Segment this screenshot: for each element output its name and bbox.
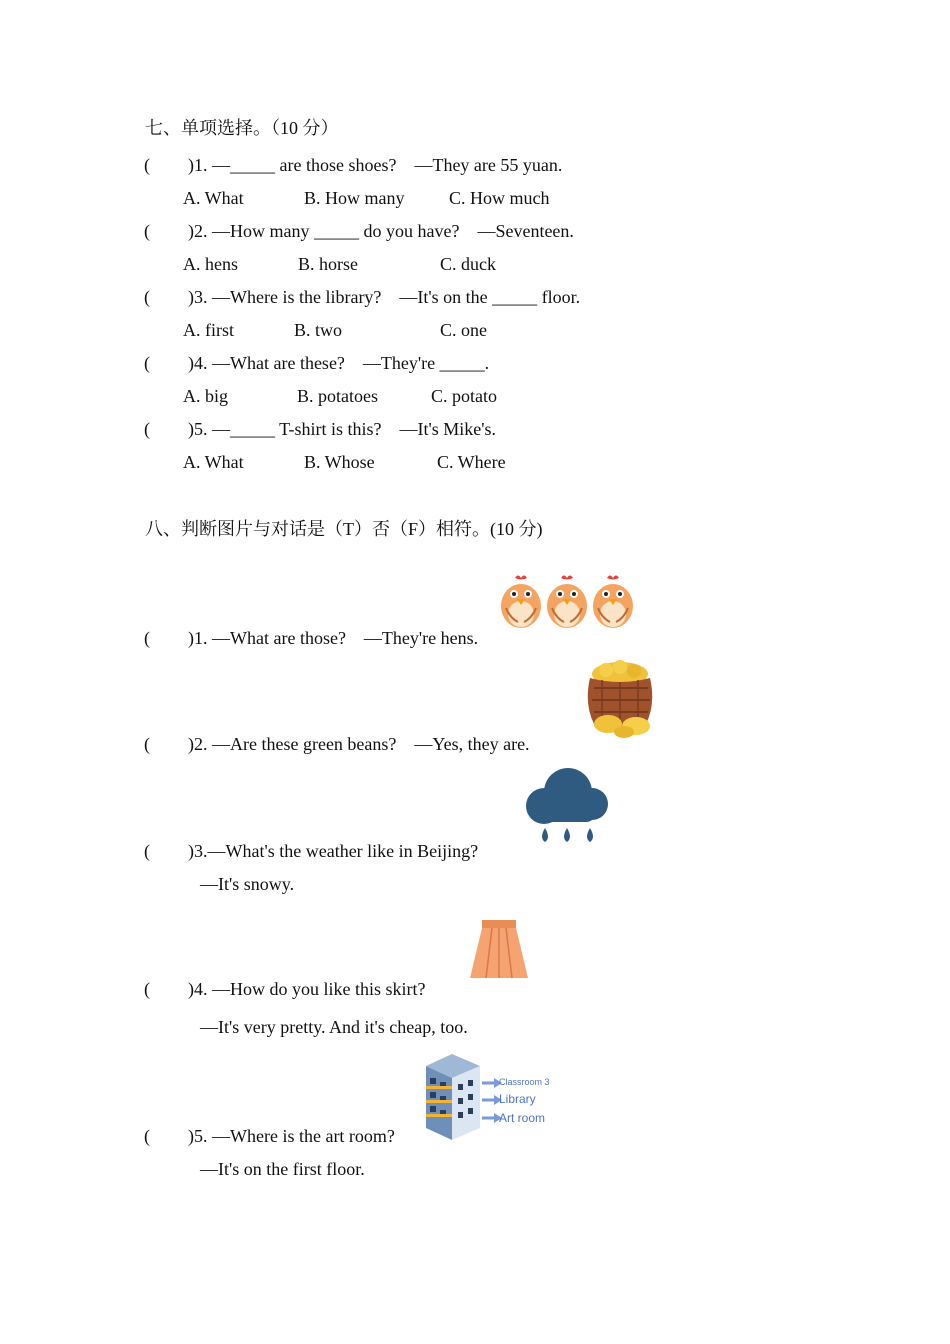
question-7-1: )1. —_____ are those shoes? —They are 55 yuan.	[188, 155, 563, 175]
answer-bracket-7-3[interactable]: (	[144, 287, 150, 307]
option-7-4-b: B. potatoes	[297, 386, 378, 406]
option-7-4-c: C. potato	[431, 386, 497, 406]
floor-label-art-room: Art room	[499, 1111, 546, 1125]
question-8-1: )1. —What are those? —They're hens.	[188, 628, 479, 648]
answer-8-4: —It's very pretty. And it's cheap, too.	[200, 1017, 468, 1037]
option-7-3-b: B. two	[294, 320, 343, 340]
option-7-5-c: C. Where	[437, 452, 506, 472]
answer-bracket-8-4[interactable]: (	[144, 979, 150, 999]
option-7-2-b: B. horse	[298, 254, 358, 274]
section7-title: 七、单项选择。（10 分）	[145, 118, 339, 138]
question-8-4: )4. —How do you like this skirt?	[188, 979, 426, 999]
answer-bracket-7-4[interactable]: (	[144, 353, 150, 373]
option-7-2-c: C. duck	[440, 254, 496, 274]
answer-bracket-8-2[interactable]: (	[144, 734, 150, 754]
option-7-1-c: C. How much	[449, 188, 550, 208]
option-7-3-a: A. first	[183, 320, 234, 340]
option-7-4-a: A. big	[183, 386, 228, 406]
option-7-2-a: A. hens	[183, 254, 238, 274]
floor-label-classroom: Classroom 3	[499, 1077, 550, 1087]
answer-bracket-8-3[interactable]: (	[144, 841, 150, 861]
section8-title: 八、判断图片与对话是（T）否（F）相符。(10 分)	[145, 519, 543, 539]
answer-8-3: —It's snowy.	[200, 874, 295, 894]
answer-bracket-7-2[interactable]: (	[144, 221, 150, 241]
question-8-2: )2. —Are these green beans? —Yes, they are.	[188, 734, 530, 754]
question-8-3: )3.—What's the weather like in Beijing?	[188, 841, 479, 861]
question-7-3: )3. —Where is the library? —It's on the _____ floor.	[188, 287, 581, 307]
option-7-5-a: A. What	[183, 452, 244, 472]
answer-bracket-7-1[interactable]: (	[144, 155, 150, 175]
answer-bracket-8-5[interactable]: (	[144, 1126, 150, 1146]
answer-8-5: —It's on the first floor.	[200, 1159, 365, 1179]
three-hens-icon	[497, 572, 635, 632]
answer-bracket-8-1[interactable]: (	[144, 628, 150, 648]
question-7-2: )2. —How many _____ do you have? —Seventeen.	[188, 221, 574, 241]
question-7-4: )4. —What are these? —They're _____.	[188, 353, 490, 373]
option-7-3-c: C. one	[440, 320, 487, 340]
school-building-icon	[422, 1052, 484, 1142]
option-7-1-b: B. How many	[304, 188, 405, 208]
rain-cloud-icon	[524, 766, 612, 854]
potato-sack-icon	[584, 660, 662, 740]
option-7-1-a: A. What	[183, 188, 244, 208]
answer-bracket-7-5[interactable]: (	[144, 419, 150, 439]
option-7-5-b: B. Whose	[304, 452, 375, 472]
question-7-5: )5. —_____ T-shirt is this? —It's Mike's.	[188, 419, 496, 439]
question-8-5: )5. —Where is the art room?	[188, 1126, 395, 1146]
floor-label-library: Library	[499, 1092, 536, 1106]
skirt-icon	[468, 918, 530, 982]
